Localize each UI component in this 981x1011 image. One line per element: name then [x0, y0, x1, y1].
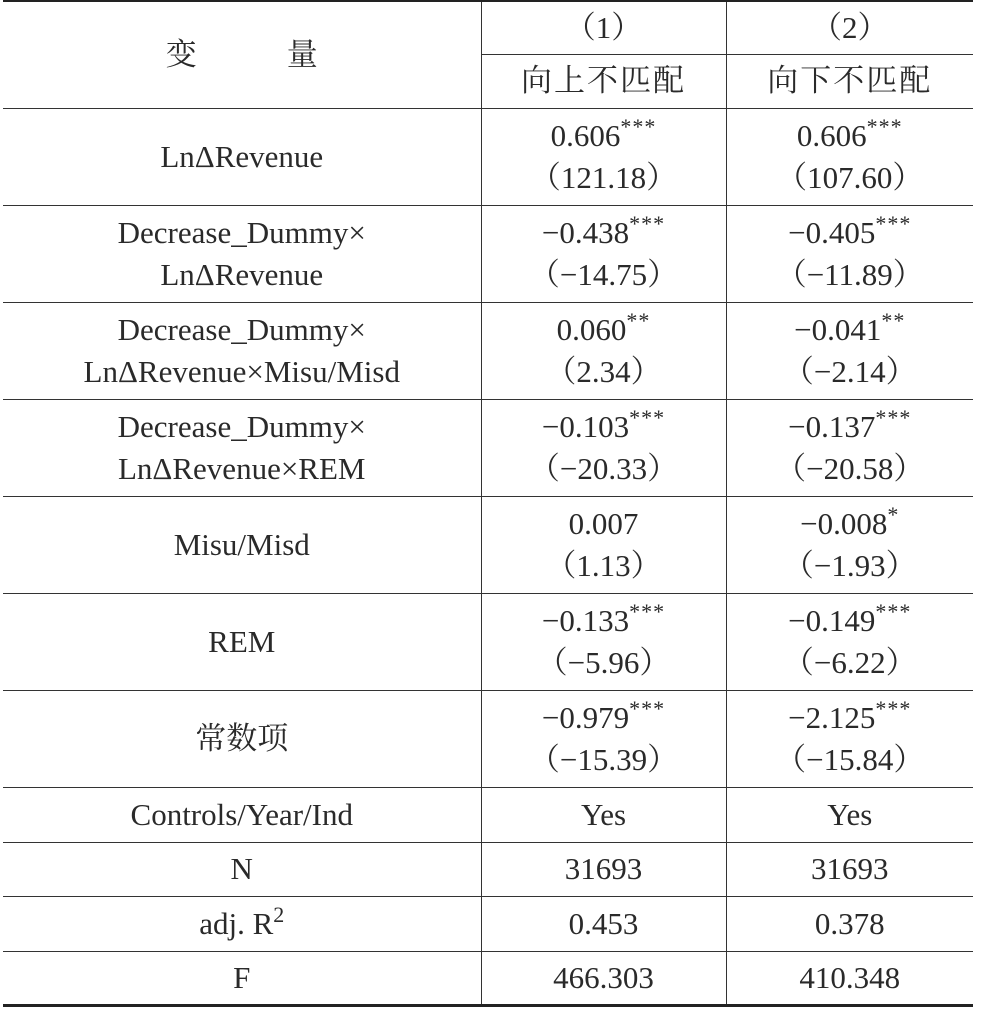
n-row	[3, 842, 973, 896]
significance-stars: ***	[875, 695, 912, 721]
stat-value: Yes	[726, 787, 973, 842]
coef-cell	[481, 593, 726, 690]
coef-cell	[726, 593, 973, 690]
stat-label-text: N	[230, 851, 253, 886]
variable-header	[3, 1, 481, 108]
t-statistic: （2.34）	[545, 353, 662, 389]
col1-number: （1）	[481, 1, 726, 54]
significance-stars: ***	[629, 695, 666, 721]
table-row	[3, 690, 973, 787]
t-statistic: （−20.33）	[528, 450, 679, 486]
significance-stars: ***	[875, 210, 912, 236]
coefficient: 0.606	[550, 117, 621, 153]
t-statistic: （−5.96）	[536, 644, 671, 680]
coefficient: −0.149	[788, 602, 876, 638]
variable-name	[3, 593, 481, 690]
coefficient: −0.979	[541, 699, 630, 735]
variable-name	[3, 302, 481, 399]
table-row	[3, 593, 973, 690]
significance-stars: ***	[629, 210, 666, 236]
regression-table	[3, 0, 973, 1007]
t-statistic: （107.60）	[776, 159, 924, 195]
coefficient: −0.405	[788, 214, 876, 250]
significance-stars: *	[887, 501, 900, 527]
variable-name-line: LnΔRevenue×Misu/Misd	[83, 353, 400, 389]
coef-cell	[726, 108, 973, 205]
table-row	[3, 302, 973, 399]
variable-name	[3, 496, 481, 593]
stat-label	[3, 951, 481, 1005]
coefficient: 0.606	[796, 117, 867, 153]
coef-cell	[726, 302, 973, 399]
variable-name-line: LnΔRevenue×REM	[118, 450, 366, 486]
stat-label	[3, 896, 481, 951]
variable-name	[3, 205, 481, 302]
t-statistic: （−15.39）	[528, 741, 679, 777]
stat-value: 0.453	[481, 896, 726, 951]
t-statistic: （121.18）	[529, 159, 678, 195]
coefficient: 0.060	[556, 311, 627, 347]
variable-name-line: Decrease_Dummy×	[117, 311, 366, 347]
t-statistic: （−6.22）	[782, 644, 917, 680]
coef-cell	[481, 690, 726, 787]
coef-cell	[481, 302, 726, 399]
t-statistic: （−11.89）	[775, 256, 924, 292]
stat-label	[3, 787, 481, 842]
controls-row	[3, 787, 973, 842]
variable-name-line: LnΔRevenue	[160, 138, 324, 174]
col1-label: 向上不匹配	[481, 54, 726, 108]
superscript: 2	[273, 901, 285, 927]
coefficient: −2.125	[788, 699, 876, 735]
coefficient: −0.103	[541, 408, 630, 444]
variable-name-line: REM	[208, 623, 276, 659]
variable-header-label: 变量	[165, 36, 408, 72]
coef-cell	[481, 399, 726, 496]
variable-name	[3, 108, 481, 205]
significance-stars: **	[626, 307, 651, 333]
coef-cell	[481, 205, 726, 302]
table-row	[3, 496, 973, 593]
col2-label: 向下不匹配	[726, 54, 973, 108]
coefficient: −0.137	[788, 408, 876, 444]
significance-stars: ***	[875, 598, 912, 624]
variable-name-line: LnΔRevenue	[160, 256, 324, 292]
coefficient: 0.007	[568, 505, 639, 541]
variable-name	[3, 690, 481, 787]
stat-label-text: Controls/Year/Ind	[130, 796, 353, 832]
stat-label-text: adj. R	[199, 905, 274, 941]
stat-label	[3, 842, 481, 896]
adj-r2-row	[3, 896, 973, 951]
stat-value: 31693	[726, 842, 973, 896]
f-row	[3, 951, 973, 1005]
stat-label-text: F	[233, 959, 251, 995]
significance-stars: ***	[629, 598, 666, 624]
t-statistic: （−2.14）	[782, 353, 917, 389]
t-statistic: （−15.84）	[775, 741, 925, 777]
variable-name-line: Decrease_Dummy×	[117, 214, 366, 250]
significance-stars: **	[881, 307, 906, 333]
stat-value: Yes	[481, 787, 726, 842]
coefficient: −0.438	[541, 214, 630, 250]
coef-cell	[726, 496, 973, 593]
coefficient: −0.133	[541, 602, 630, 638]
variable-name	[3, 399, 481, 496]
significance-stars: ***	[875, 404, 912, 430]
t-statistic: （−14.75）	[528, 256, 679, 292]
col2-number: （2）	[726, 1, 973, 54]
variable-name-line: 常数项	[195, 720, 289, 756]
table-row	[3, 108, 973, 205]
stat-value: 0.378	[726, 896, 973, 951]
coefficient: −0.041	[794, 311, 882, 347]
coef-cell	[481, 496, 726, 593]
stat-value: 410.348	[726, 951, 973, 1005]
coefficient: −0.008	[800, 505, 888, 541]
t-statistic: （−20.58）	[775, 450, 925, 486]
coef-cell	[726, 399, 973, 496]
stat-value: 466.303	[481, 951, 726, 1005]
significance-stars: ***	[629, 404, 666, 430]
variable-name-line: Misu/Misd	[173, 526, 310, 562]
significance-stars: ***	[866, 113, 903, 139]
significance-stars: ***	[620, 113, 657, 139]
t-statistic: （−1.93）	[782, 547, 917, 583]
table-row	[3, 399, 973, 496]
coef-cell	[726, 205, 973, 302]
variable-name-line: Decrease_Dummy×	[117, 408, 366, 444]
table-row	[3, 205, 973, 302]
coef-cell	[726, 690, 973, 787]
stat-value: 31693	[481, 842, 726, 896]
coef-cell	[481, 108, 726, 205]
t-statistic: （1.13）	[545, 547, 662, 583]
